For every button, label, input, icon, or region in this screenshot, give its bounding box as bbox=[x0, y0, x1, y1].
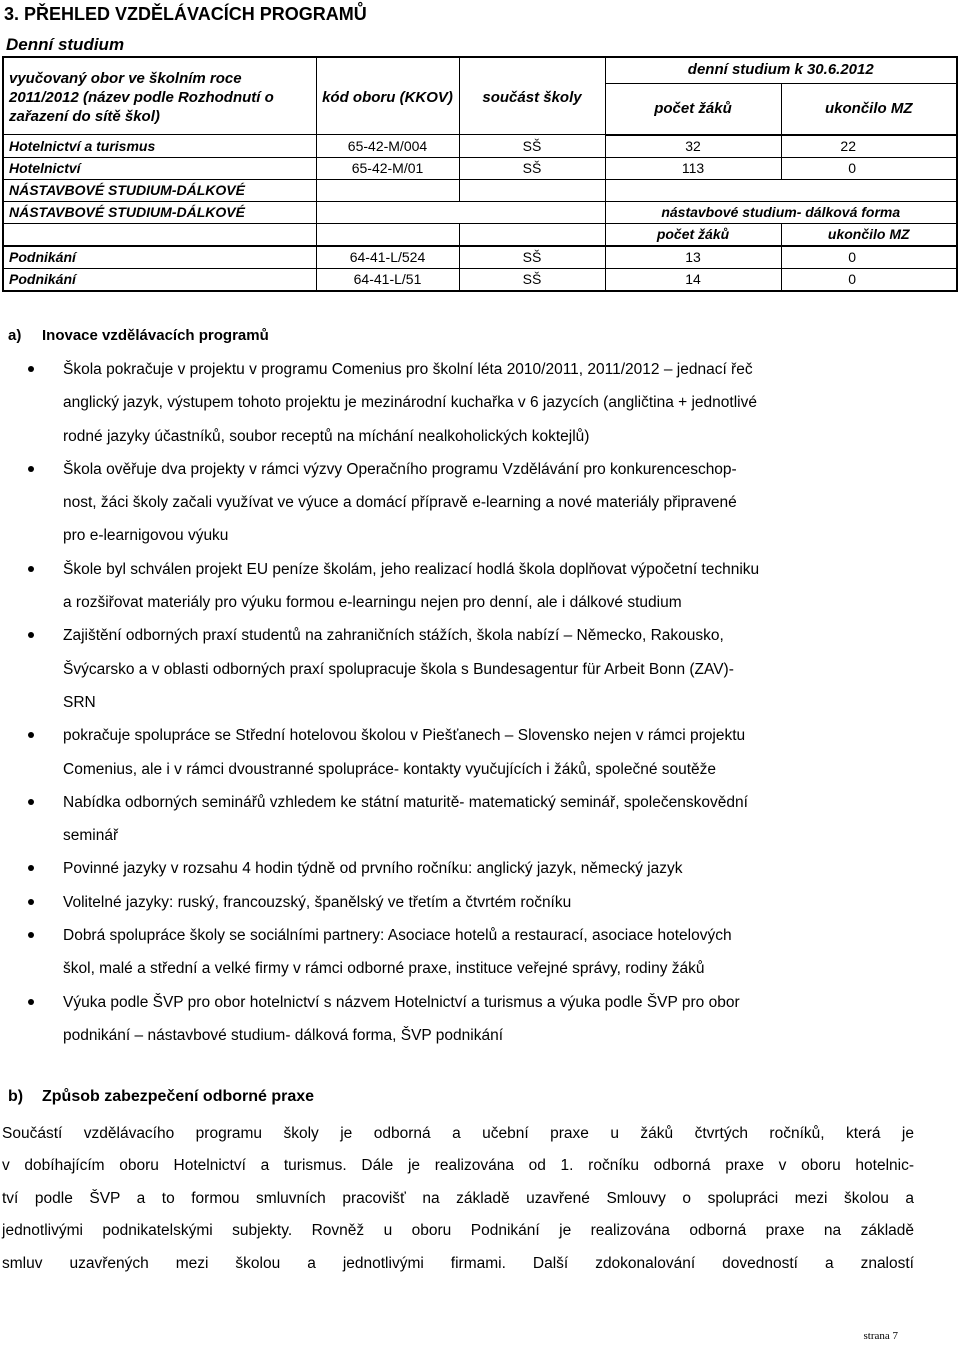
cell-ukoncilo: 0 bbox=[781, 268, 957, 291]
table-row bbox=[3, 268, 957, 291]
list-item-line: pokračuje spolupráce se Střední hotelovou školou v Piešťanech – Slovensko nejen v rámci projektu bbox=[63, 727, 746, 745]
programs-table bbox=[2, 56, 958, 292]
cell-kod: 64-41-L/51 bbox=[316, 268, 459, 291]
list-item-line: nost, žáci školy začali využívat ve výuce a domácí přípravě e-learning a nové materiály připravené bbox=[63, 494, 737, 512]
cell-kod: 65-42-M/01 bbox=[316, 157, 459, 179]
cell-soucast: SŠ bbox=[459, 157, 605, 179]
cell-empty bbox=[316, 179, 459, 201]
list-item-line: a rozšiřovat materiály pro výuku formou e-learningu nejen pro denní, ale i dálkové studium bbox=[63, 594, 682, 612]
list-item-line: anglický jazyk, výstupem tohoto projektu je mezinárodní kuchařka v 6 jazycích (angličtina + jednotlivé bbox=[63, 394, 757, 412]
list-item-line: Zajištění odborných praxí studentů na zahraničních stážích, škola nabízí – Německo, Rakousko, bbox=[63, 627, 724, 645]
list-item-line: Škole byl schválen projekt EU peníze školám, jeho realizací hodlá škola doplňovat výpočetní techniku bbox=[63, 560, 760, 578]
cell-empty bbox=[459, 201, 605, 223]
cell-soucast: SŠ bbox=[459, 246, 605, 269]
header-kod: kód oboru (KKOV) bbox=[316, 57, 459, 135]
bullet-dot-icon bbox=[28, 566, 34, 572]
cell-empty bbox=[3, 223, 316, 246]
list-item-line: Nabídka odborných seminářů vzhledem ke státní maturitě- matematický seminář, společenskovědní bbox=[63, 793, 748, 811]
paragraph-line: smluv uzavřených mezi školou a jednotlivými firmami. Další zdokonalování dovedností a znalostí bbox=[2, 1254, 914, 1272]
list-item bbox=[0, 553, 930, 620]
cell-pocet: 32 bbox=[605, 135, 781, 158]
section-b-heading bbox=[8, 1088, 314, 1106]
cell-obor: Podnikání bbox=[3, 268, 316, 291]
cell-pocet: 113 bbox=[605, 157, 781, 179]
list-item-line: rodné jazyky účastníků, soubor receptů na míchání nealkoholických koktejlů) bbox=[63, 427, 590, 445]
list-item-line: Povinné jazyky v rozsahu 4 hodin týdně od prvního ročníku: anglický jazyk, německý jazyk bbox=[63, 860, 683, 878]
header-group-dalkove: nástavbové studium- dálková forma bbox=[605, 201, 957, 223]
cell-soucast: SŠ bbox=[459, 268, 605, 291]
cell-empty bbox=[316, 201, 459, 223]
table-row bbox=[3, 135, 957, 158]
header-soucast: součást školy bbox=[459, 57, 605, 135]
bullet-dot-icon bbox=[28, 632, 34, 638]
list-item bbox=[0, 986, 930, 1053]
list-item-line: Výuka podle ŠVP pro obor hotelnictví s názvem Hotelnictví a turismus a výuka podle ŠVP pro obor bbox=[63, 993, 740, 1011]
list-item bbox=[0, 919, 930, 986]
section-b-label: b) bbox=[8, 1088, 24, 1105]
subsection-title: Denní studium bbox=[6, 35, 125, 54]
table-row bbox=[3, 157, 957, 179]
bullet-dot-icon bbox=[28, 466, 34, 472]
list-item-line: Švýcarsko a v oblasti odborných praxí spolupracuje škola s Bundesagentur für Arbeit Bonn (ZAV)- bbox=[63, 660, 734, 678]
table-row bbox=[3, 179, 957, 201]
list-item-line: Dobrá spolupráce školy se sociálními partnery: Asociace hotelů a restaurací, asociace hotelových bbox=[63, 927, 732, 945]
cell-kod: 64-41-L/524 bbox=[316, 246, 459, 269]
cell-pocet: 14 bbox=[605, 268, 781, 291]
bullet-dot-icon bbox=[28, 865, 34, 871]
cell-empty bbox=[605, 179, 781, 201]
cell-empty bbox=[459, 223, 605, 246]
cell-empty bbox=[316, 223, 459, 246]
list-item-line: Škola pokračuje v projektu v programu Comenius pro školní léta 2010/2011, 2011/2012 – jednací řeč bbox=[63, 361, 753, 378]
cell-ukoncilo: 0 bbox=[781, 246, 957, 269]
section-b-title: Způsob zabezpečení odborné praxe bbox=[42, 1088, 315, 1105]
list-item bbox=[0, 852, 930, 885]
dalkove-label: NÁSTAVBOVÉ STUDIUM-DÁLKOVÉ bbox=[3, 201, 316, 223]
list-item bbox=[0, 353, 930, 453]
section-a-title: Inovace vzdělávacích programů bbox=[42, 327, 269, 344]
cell-pocet: 13 bbox=[605, 246, 781, 269]
list-item-line: seminář bbox=[63, 827, 119, 845]
table-row bbox=[3, 246, 957, 269]
list-item-line: SRN bbox=[63, 693, 96, 711]
list-item-line: Volitelné jazyky: ruský, francouzský, španělský ve třetím a čtvrtém ročníku bbox=[63, 893, 572, 911]
list-item-line: škol, malé a střední a velké firmy v rámci odborné praxe, instituce veřejné správy, rodiny žáků bbox=[63, 960, 705, 978]
section-a-heading bbox=[8, 327, 269, 344]
header-ukoncilo: ukončilo MZ bbox=[781, 83, 957, 134]
list-item bbox=[0, 619, 930, 719]
page-number: strana 7 bbox=[863, 1330, 898, 1342]
paragraph-line: tví podle ŠVP a to formou smluvních pracovišť na základě uzavřené Smlouvy o spolupráci mezi školou a bbox=[2, 1189, 914, 1207]
header-pocet: počet žáků bbox=[605, 83, 781, 134]
cell-obor: Hotelnictví bbox=[3, 157, 316, 179]
list-item-line: Škola ověřuje dva projekty v rámci výzvy Operačního programu Vzdělávání pro konkurenceschop- bbox=[63, 460, 737, 478]
section-a-label: a) bbox=[8, 327, 22, 344]
section-title: 3. PŘEHLED VZDĚLÁVACÍCH PROGRAMŮ bbox=[4, 4, 367, 24]
bullet-dot-icon bbox=[28, 732, 34, 738]
header-obor: vyučovaný obor ve školním roce 2011/2012 (název podle Rozhodnutí o zařazení do sítě škol) bbox=[3, 57, 316, 135]
dalkove-label: NÁSTAVBOVÉ STUDIUM-DÁLKOVÉ bbox=[3, 179, 316, 201]
list-item-line: Comenius, ale i v rámci dvoustranné spolupráce- kontakty vyučujících i žáků, společné soutěže bbox=[63, 760, 717, 778]
paragraph-line: jednotlivými podnikatelskými subjekty. Rovněž u oboru Podnikání je realizována odborná praxe na základě bbox=[2, 1222, 914, 1240]
header-group-denni: denní studium k 30.6.2012 bbox=[605, 57, 957, 83]
header-ukoncilo-2: ukončilo MZ bbox=[781, 223, 957, 246]
cell-empty bbox=[781, 179, 957, 201]
cell-ukoncilo: 22 bbox=[781, 135, 957, 158]
table-row bbox=[3, 201, 957, 223]
bullet-dot-icon bbox=[28, 999, 34, 1005]
bullet-dot-icon bbox=[28, 366, 34, 372]
bullet-dot-icon bbox=[28, 932, 34, 938]
paragraph-line: Součástí vzdělávacího programu školy je odborná a učební praxe u žáků čtvrtých ročníků, která je bbox=[2, 1125, 914, 1142]
list-item bbox=[0, 719, 930, 786]
list-item-line: podnikání – nástavbové studium- dálková forma, ŠVP podnikání bbox=[63, 1026, 504, 1044]
cell-kod: 65-42-M/004 bbox=[316, 135, 459, 158]
bullet-dot-icon bbox=[28, 899, 34, 905]
list-item bbox=[0, 786, 930, 853]
list-item bbox=[0, 453, 930, 553]
list-item bbox=[0, 886, 930, 919]
paragraph-line: v dobíhajícím oboru Hotelnictví a turismus. Dále je realizována od 1. ročníku odborná praxe v oboru hotelnic- bbox=[2, 1157, 914, 1175]
list-item-line: pro e-learnigovou výuku bbox=[63, 527, 229, 545]
section-b-paragraph bbox=[2, 1118, 914, 1280]
cell-obor: Podnikání bbox=[3, 246, 316, 269]
cell-ukoncilo: 0 bbox=[781, 157, 957, 179]
innovation-bullet-list bbox=[0, 353, 930, 1052]
cell-obor: Hotelnictví a turismus bbox=[3, 135, 316, 158]
bullet-dot-icon bbox=[28, 799, 34, 805]
header-pocet-2: počet žáků bbox=[605, 223, 781, 246]
cell-soucast: SŠ bbox=[459, 135, 605, 158]
cell-empty bbox=[459, 179, 605, 201]
